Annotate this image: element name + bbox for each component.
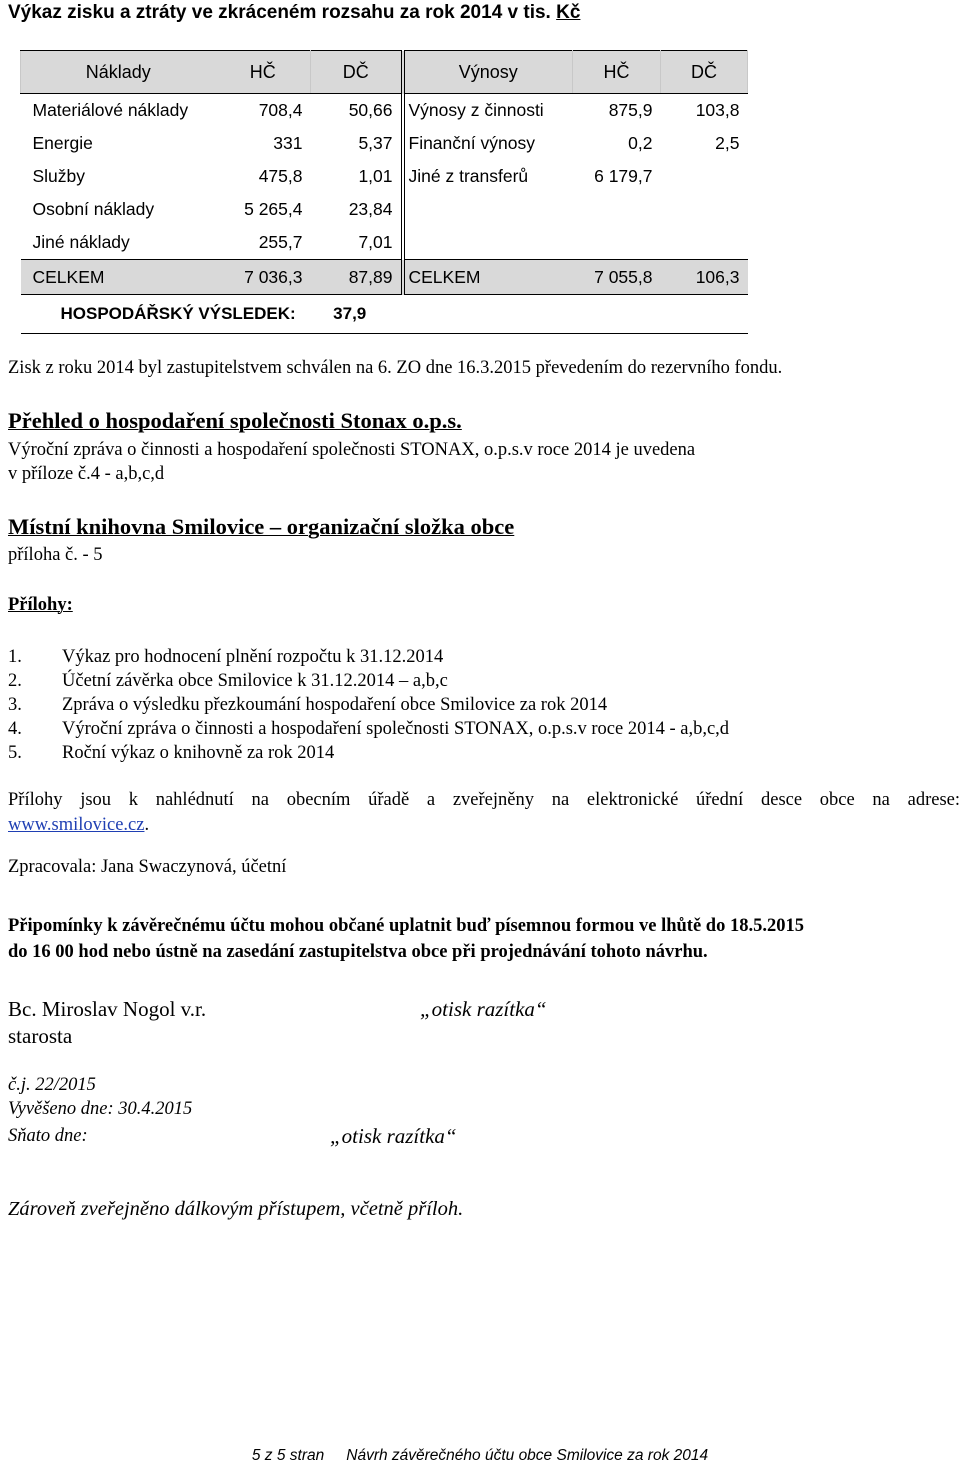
publication-link-line — [8, 815, 149, 836]
cost-label: Jiné náklady — [32, 232, 130, 252]
table-total-row — [21, 260, 748, 295]
publication-note — [8, 790, 960, 811]
page-footer — [0, 1447, 960, 1465]
total-revenue-label: CELKEM — [403, 260, 573, 295]
attachments-title: Přílohy: — [8, 595, 73, 615]
list-item-text: Účetní závěrka obce Smilovice k 31.12.2014 – a,b,c — [62, 671, 448, 691]
revenue-label: Jiné z transferů — [408, 166, 529, 186]
footer-page-count: 5 z 5 stran — [251, 1447, 325, 1464]
signatory-name: Bc. Miroslav Nogol v.r. — [8, 997, 207, 1021]
list-item-number: 4. — [8, 719, 22, 739]
table-row — [21, 226, 748, 260]
header-rev-dc: DČ — [661, 51, 748, 94]
revenue-dc-value — [661, 160, 748, 193]
header-rev-hc: HČ — [573, 51, 661, 94]
report-heading-text: Výkaz zisku a ztráty ve zkráceném rozsahu za rok 2014 v tis. — [8, 2, 557, 23]
stonax-text-line1: Výroční zpráva o činnosti a hospodaření společnosti STONAX, o.p.s.v roce 2014 je uvedena — [8, 440, 696, 460]
cost-dc-value: 1,01 — [311, 160, 403, 193]
revenue-label — [403, 193, 573, 226]
table-row — [21, 193, 748, 226]
cost-dc-value: 5,37 — [311, 127, 403, 160]
remote-publication-note: Zároveň zveřejněno dálkovým přístupem, včetně příloh. — [8, 1198, 464, 1220]
list-item-number: 1. — [8, 647, 22, 667]
table-row — [21, 160, 748, 193]
prepared-by: Zpracovala: Jana Swaczynová, účetní — [8, 857, 287, 877]
list-item-text: Zpráva o výsledku přezkoumání hospodaření obce Smilovice za rok 2014 — [62, 695, 608, 715]
total-cost-dc: 87,89 — [311, 260, 403, 295]
cost-hc-value: 255,7 — [258, 232, 303, 252]
list-item-text: Výkaz pro hodnocení plnění rozpočtu k 31.12.2014 — [62, 647, 444, 667]
list-item-number: 5. — [8, 743, 22, 763]
cost-dc-value: 23,84 — [311, 193, 403, 226]
footer-title: Návrh závěrečného účtu obce Smilovice za rok 2014 — [346, 1447, 709, 1464]
report-heading-unit: Kč — [556, 2, 581, 23]
total-revenue-hc: 7 055,8 — [573, 260, 661, 295]
cost-label: Služby — [32, 166, 86, 186]
income-statement-table — [20, 50, 748, 334]
library-section-title: Místní knihovna Smilovice – organizační složka obce — [8, 514, 515, 539]
list-item — [8, 693, 729, 717]
header-revenues: Výnosy — [403, 51, 573, 94]
profit-note: Zisk z roku 2014 byl zastupitelstvem schválen na 6. ZO dne 16.3.2015 převedením do rezervního fondu. — [8, 358, 783, 378]
cost-hc-value: 5 265,4 — [244, 199, 303, 219]
stamp-placeholder-1: „otisk razítka“ — [420, 997, 547, 1021]
revenue-hc-value: 6 179,7 — [594, 166, 653, 186]
publication-text: Přílohy jsou k nahlédnutí na obecním úřadě a zveřejněny na elektronické úřední desce obce na adrese: — [8, 790, 960, 810]
header-costs: Náklady — [21, 51, 216, 94]
total-revenue-dc: 106,3 — [661, 260, 748, 295]
attachments-list — [8, 645, 729, 765]
posted-date: Vyvěšeno dne: 30.4.2015 — [8, 1099, 193, 1119]
economic-result-value: 37,9 — [333, 304, 367, 323]
revenue-label: Výnosy z činnosti — [408, 100, 544, 120]
list-item — [8, 717, 729, 741]
list-item-number: 3. — [8, 695, 22, 715]
header-costs-dc: DČ — [311, 51, 403, 94]
comments-line1: Připomínky k závěrečnému účtu mohou občané uplatnit buď písemnou formou ve lhůtě do 18.5.2015 — [8, 916, 804, 936]
stamp-placeholder-2: „otisk razítka“ — [330, 1124, 457, 1148]
cost-label: Osobní náklady — [32, 199, 155, 219]
list-item-text: Roční výkaz o knihovně za rok 2014 — [62, 743, 335, 763]
revenue-label — [403, 226, 573, 260]
cost-label: Materiálové náklady — [32, 100, 189, 120]
total-cost-label: CELKEM — [21, 260, 216, 295]
revenue-dc-value: 2,5 — [715, 133, 740, 153]
revenue-hc-value: 875,9 — [608, 100, 653, 120]
cost-dc-value: 50,66 — [311, 94, 403, 128]
stonax-section-title: Přehled o hospodaření společnosti Stonax o.p.s. — [8, 408, 462, 433]
list-item — [8, 741, 729, 765]
cost-hc-value: 475,8 — [258, 166, 303, 186]
revenue-dc-value — [661, 193, 748, 226]
revenue-hc-value — [573, 193, 661, 226]
economic-result — [21, 295, 748, 334]
list-item — [8, 669, 729, 693]
list-item — [8, 645, 729, 669]
library-text: příloha č. - 5 — [8, 545, 103, 565]
revenue-hc-value — [573, 226, 661, 260]
header-costs-hc: HČ — [216, 51, 311, 94]
economic-result-label: HOSPODÁŘSKÝ VÝSLEDEK: — [60, 304, 296, 323]
comments-line2: do 16 00 hod nebo ústně na zasedání zastupitelstva obce při projednávání tohoto návrhu. — [8, 942, 708, 962]
publication-link-period: . — [144, 815, 150, 835]
revenue-hc-value: 0,2 — [628, 133, 653, 153]
economic-result-row — [21, 295, 748, 334]
revenue-dc-value: 103,8 — [695, 100, 740, 120]
table-row — [21, 94, 748, 128]
report-heading — [8, 2, 580, 24]
cost-hc-value: 331 — [273, 133, 303, 153]
list-item-text: Výroční zpráva o činnosti a hospodaření společnosti STONAX, o.p.s.v roce 2014 - a,b,c,d — [62, 719, 730, 739]
stonax-text-line2: v příloze č.4 - a,b,c,d — [8, 464, 165, 484]
website-link[interactable]: www.smilovice.cz — [8, 815, 145, 835]
signatory-role: starosta — [8, 1024, 73, 1048]
cost-label: Energie — [32, 133, 93, 153]
table-row — [21, 127, 748, 160]
list-item-number: 2. — [8, 671, 22, 691]
revenue-dc-value — [661, 226, 748, 260]
revenue-label: Finanční výnosy — [408, 133, 535, 153]
removed-date-label: Sňato dne: — [8, 1126, 88, 1146]
reference-number: č.j. 22/2015 — [8, 1075, 96, 1095]
cost-hc-value: 708,4 — [258, 100, 303, 120]
table-header-row — [21, 51, 748, 94]
cost-dc-value: 7,01 — [311, 226, 403, 260]
total-cost-hc: 7 036,3 — [216, 260, 311, 295]
